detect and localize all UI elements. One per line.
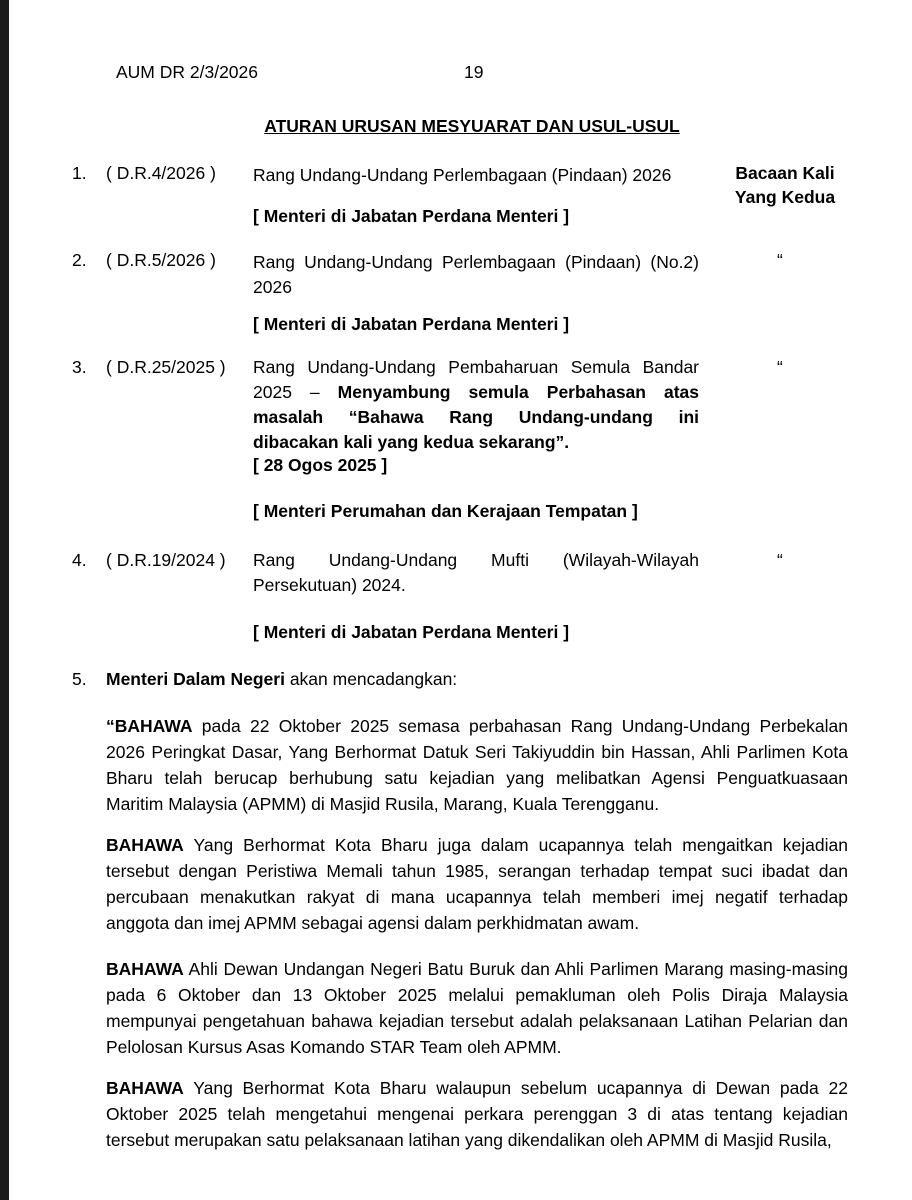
paragraph-text: Ahli Dewan Undangan Negeri Batu Buruk dan Ahli Parlimen Marang masing-masing pada 6 Oktober dan 13 Oktober 2025 melalui pemakluman oleh Polis Diraja Malaysia mempunyai pengetahuan bahawa kejadian tersebut adalah pelaksanaan Latihan Pelarian dan Pelolosan Kursus Asas Komando STAR Team oleh APMM.	[106, 959, 848, 1057]
reading-stage-line: Bacaan Kali	[735, 163, 835, 183]
bill-title: Rang Undang-Undang Mufti (Wilayah-Wilayah Persekutuan) 2024.	[253, 550, 699, 595]
paragraph-lead: “BAHAWA	[106, 716, 193, 736]
motion-paragraph	[106, 956, 848, 1060]
motion-paragraph	[106, 713, 848, 817]
bill-title-text: Rang Undang-Undang Pembaharuan Semula Bandar 2025 –	[253, 357, 699, 402]
motion-paragraph	[106, 1075, 848, 1153]
paragraph-text: Yang Berhormat Kota Bharu juga dalam ucapannya telah mengaitkan kejadian tersebut dengan Peristiwa Memali tahun 1985, serangan terhadap tempat suci ibadat dan percubaan menakutkan rakyat di mana ucapannya telah memberi imej negatif terhadap anggota dan imej APMM sebagai agensi dalam perkhidmatan awam.	[106, 835, 848, 933]
item-number: 2.	[72, 250, 87, 270]
minister-label: [ Menteri di Jabatan Perdana Menteri ]	[253, 622, 570, 642]
item-number: 4.	[72, 550, 87, 570]
bill-reference: ( D.R.19/2024 )	[106, 550, 226, 570]
paragraph-text: Yang Berhormat Kota Bharu walaupun sebelum ucapannya di Dewan pada 22 Oktober 2025 telah mengetahui mengenai perkara perenggan 3 di atas tentang kejadian tersebut merupakan satu pelaksanaan latihan yang dikendalikan oleh APMM di Masjid Rusila,	[106, 1078, 848, 1150]
bill-reference: ( D.R.25/2025 )	[106, 357, 226, 377]
minister-label: [ Menteri di Jabatan Perdana Menteri ]	[253, 206, 570, 226]
item-number: 5.	[72, 669, 87, 689]
bill-reference: ( D.R.5/2026 )	[106, 250, 216, 270]
bill-title: Rang Undang-Undang Perlembagaan (Pindaan) 2026	[253, 165, 672, 185]
debate-date: [ 28 Ogos 2025 ]	[253, 455, 388, 475]
minister-label: [ Menteri di Jabatan Perdana Menteri ]	[253, 314, 570, 334]
paragraph-text: pada 22 Oktober 2025 semasa perbahasan Rang Undang-Undang Perbekalan 2026 Peringkat Dasar, Yang Berhormat Datuk Seri Takiyuddin bin Hassan, Ahli Parlimen Kota Bharu telah berucap berhubung satu kejadian yang melibatkan Agensi Penguatkuasaan Maritim Malaysia (APMM) di Masjid Rusila, Marang, Kuala Terengganu.	[106, 716, 848, 814]
page-number: 19	[464, 62, 484, 82]
item-number: 1.	[72, 163, 87, 183]
reading-stage-line: Yang Kedua	[734, 187, 836, 207]
ditto-mark: “	[777, 250, 783, 270]
reading-stage	[718, 161, 852, 209]
motion-mover: Menteri Dalam Negeri	[106, 669, 285, 689]
page-title: ATURAN URUSAN MESYUARAT DAN USUL-USUL	[264, 116, 680, 136]
bill-title	[253, 355, 699, 455]
item-number: 3.	[72, 357, 87, 377]
paragraph-lead: BAHAWA	[106, 835, 184, 855]
motion-intro-text: akan mencadangkan:	[284, 669, 458, 689]
document-reference: AUM DR 2/3/2026	[116, 62, 259, 82]
bill-title: Rang Undang-Undang Perlembagaan (Pindaan) (No.2) 2026	[253, 252, 699, 297]
ditto-mark: “	[777, 357, 783, 377]
paragraph-lead: BAHAWA	[106, 1078, 184, 1098]
bill-motion-text: Menyambung semula Perbahasan atas masalah “Bahawa Rang Undang-undang ini dibacakan kali yang kedua sekarang”.	[253, 382, 700, 452]
motion-intro	[106, 669, 457, 690]
ditto-mark: “	[777, 550, 783, 570]
paragraph-lead: BAHAWA	[106, 959, 184, 979]
minister-label: [ Menteri Perumahan dan Kerajaan Tempatan ]	[253, 501, 638, 521]
motion-paragraph	[106, 832, 848, 936]
bill-reference: ( D.R.4/2026 )	[106, 163, 216, 183]
page-edge	[0, 0, 9, 1200]
